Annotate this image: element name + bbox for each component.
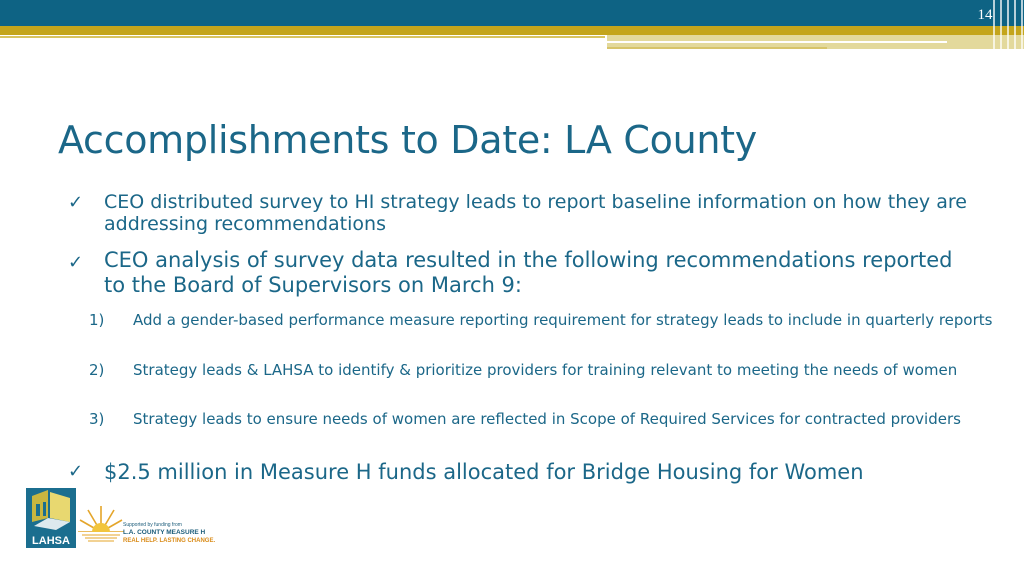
lahsa-logo-icon <box>26 488 76 548</box>
measure-name-text: L.A. COUNTY MEASURE H <box>123 529 206 536</box>
header-gold-band <box>0 26 1024 35</box>
header-bar <box>0 0 1024 26</box>
checkmark-icon: ✓ <box>68 461 84 482</box>
measure-h-logo-text <box>123 522 215 545</box>
slide-title: Accomplishments to Date: LA County <box>58 118 757 162</box>
sub-item-2: Strategy leads & LAHSA to identify & prioritize providers for training relevant to meeting the needs of women <box>133 361 958 379</box>
header-white-line <box>607 41 947 43</box>
bullet-2: CEO analysis of survey data resulted in the following recommendations reported to the Board of Supervisors on March 9: <box>104 248 953 297</box>
sub-item-3: Strategy leads to ensure needs of women are reflected in Scope of Required Services for contracted providers <box>133 410 961 428</box>
sub-item-number: 2) <box>89 361 105 379</box>
sub-item-number: 1) <box>89 311 105 329</box>
checkmark-icon: ✓ <box>68 192 84 213</box>
measure-supported-text: Supported by funding from <box>123 522 182 528</box>
sub-item-1: Add a gender-based performance measure reporting requirement for strategy leads to include in quarterly reports <box>133 311 993 329</box>
lahsa-label: LAHSA <box>32 535 70 547</box>
bullet-3: $2.5 million in Measure H funds allocated for Bridge Housing for Women <box>104 460 864 484</box>
header-gold-line-lower <box>607 47 827 49</box>
sub-item-number: 3) <box>89 410 105 428</box>
bullet-1: CEO distributed survey to HI strategy leads to report baseline information on how they are addressing recommendations <box>104 191 967 235</box>
checkmark-icon: ✓ <box>68 252 84 273</box>
measure-h-sun-icon <box>78 502 124 546</box>
page-number: 14 <box>977 7 993 23</box>
measure-tagline-text: REAL HELP. LASTING CHANGE. <box>123 538 216 544</box>
header-gold-line <box>0 36 605 38</box>
